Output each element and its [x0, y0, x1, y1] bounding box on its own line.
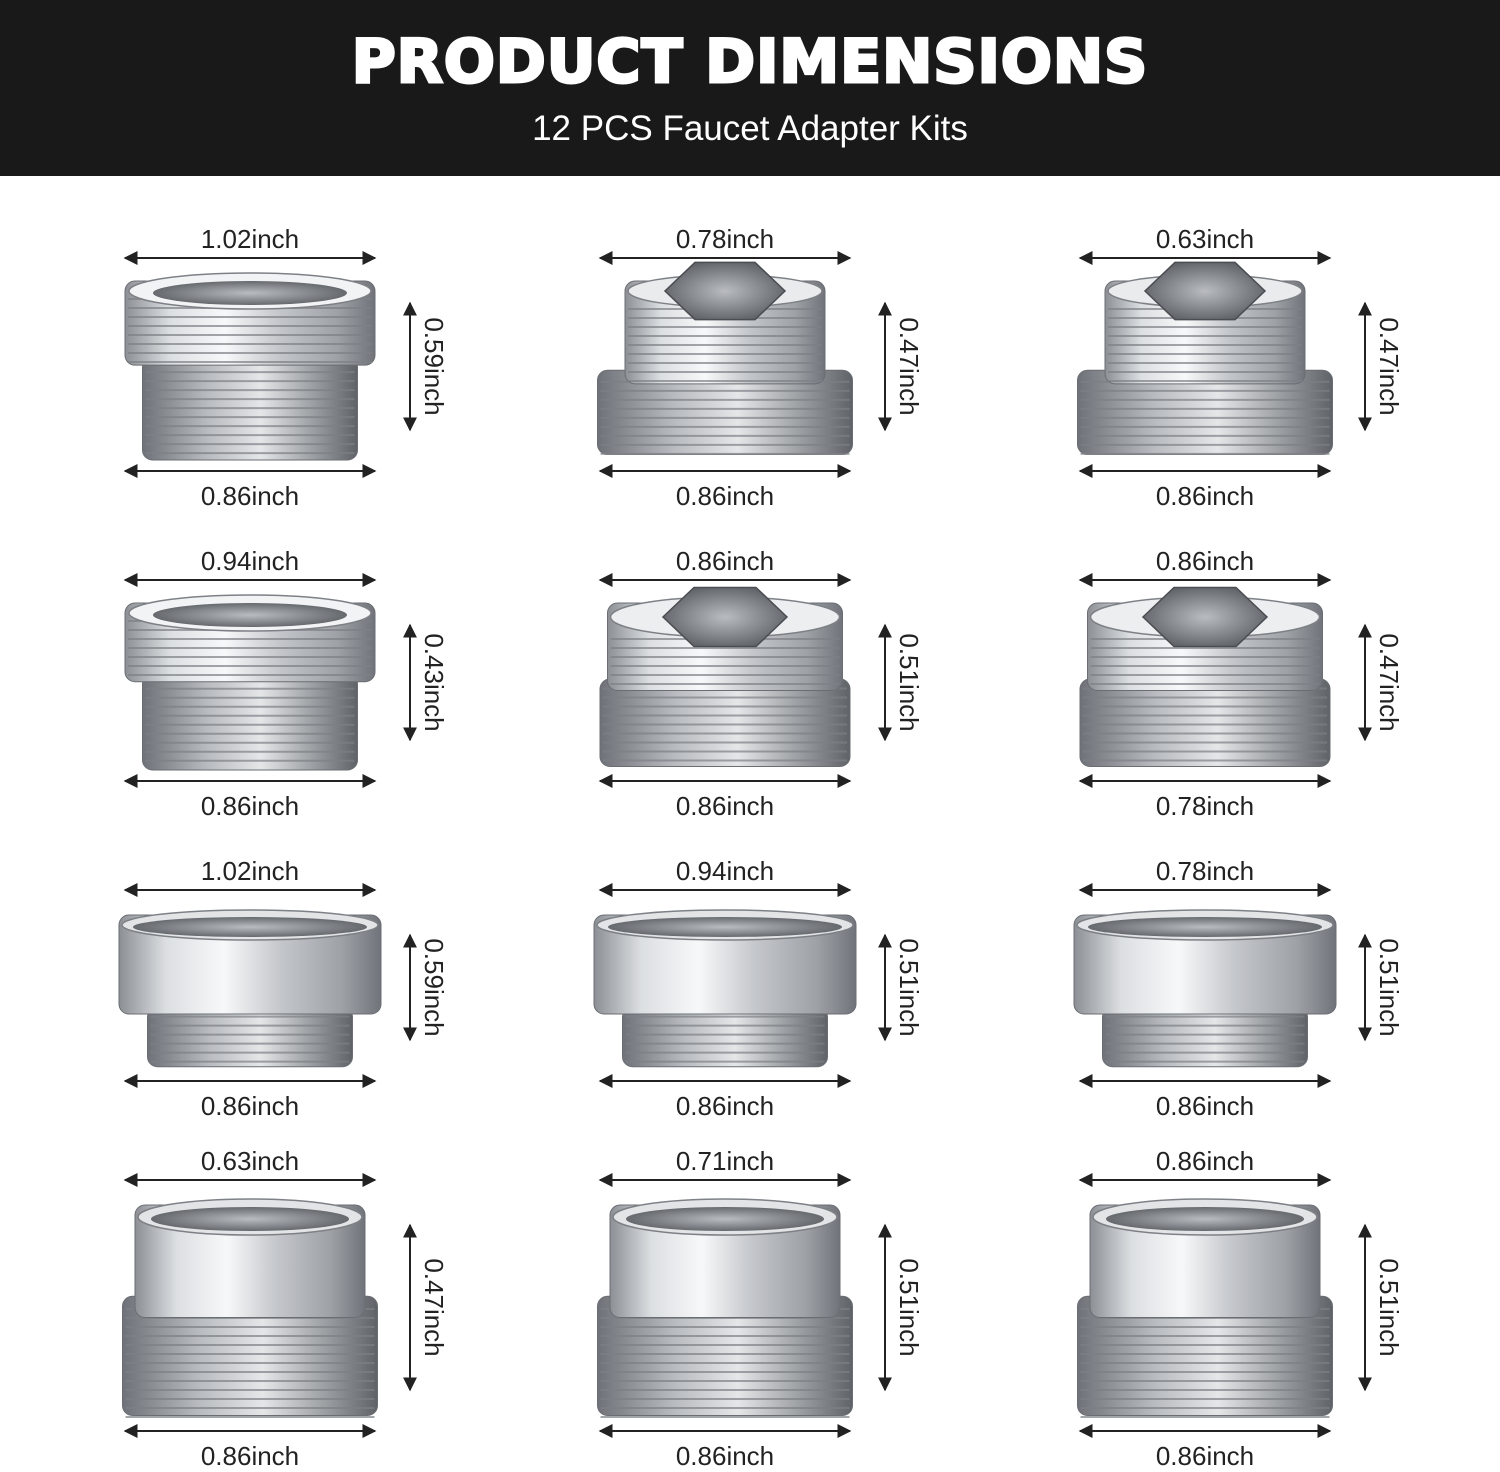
adapter-6 — [1080, 546, 1404, 821]
height-label: 0.51inch — [894, 1258, 925, 1357]
adapter-10 — [123, 1146, 450, 1471]
height-label: 0.47inch — [1374, 633, 1405, 732]
top-width-label: 0.63inch — [1155, 224, 1255, 254]
bottom-width-label: 0.86inch — [200, 1091, 300, 1121]
bore-opening — [1106, 1207, 1304, 1231]
bottom-width-label: 0.86inch — [1155, 481, 1255, 511]
top-width-label: 1.02inch — [200, 856, 300, 886]
height-label: 0.47inch — [419, 1258, 450, 1357]
bottom-width-label: 0.86inch — [675, 791, 775, 821]
adapter-11 — [598, 1146, 925, 1471]
height-label: 0.47inch — [894, 317, 925, 416]
bottom-width-label: 0.86inch — [200, 1441, 300, 1471]
adapter-1 — [125, 224, 449, 511]
bore-opening — [153, 603, 347, 627]
page-title: PRODUCT DIMENSIONS — [351, 27, 1149, 97]
top-width-label: 1.02inch — [200, 224, 300, 254]
bottom-width-label: 0.86inch — [1155, 1091, 1255, 1121]
adapter-2 — [598, 224, 925, 511]
adapter-8 — [594, 856, 924, 1121]
height-label: 0.51inch — [1374, 1258, 1405, 1357]
adapter-4 — [125, 546, 449, 821]
bore-opening — [153, 281, 347, 305]
lower-thread-body — [1080, 679, 1330, 767]
bore-opening — [1088, 917, 1322, 937]
top-width-label: 0.86inch — [1155, 1146, 1255, 1176]
top-width-label: 0.86inch — [675, 546, 775, 576]
bore-opening — [151, 1207, 349, 1231]
top-width-label: 0.78inch — [675, 224, 775, 254]
top-width-label: 0.94inch — [675, 856, 775, 886]
adapter-7 — [119, 856, 449, 1121]
adapter-9 — [1074, 856, 1404, 1121]
top-width-label: 0.63inch — [200, 1146, 300, 1176]
top-width-label: 0.94inch — [200, 546, 300, 576]
bore-opening — [608, 917, 842, 937]
top-width-label: 0.71inch — [675, 1146, 775, 1176]
height-label: 0.59inch — [419, 317, 450, 416]
adapter-3 — [1078, 224, 1405, 511]
top-width-label: 0.86inch — [1155, 546, 1255, 576]
lower-thread-body — [600, 679, 850, 767]
height-label: 0.59inch — [419, 938, 450, 1037]
bottom-width-label: 0.86inch — [675, 481, 775, 511]
bottom-width-label: 0.86inch — [675, 1441, 775, 1471]
height-label: 0.51inch — [894, 938, 925, 1037]
bottom-width-label: 0.86inch — [200, 481, 300, 511]
adapter-5 — [600, 546, 924, 821]
adapter-12 — [1078, 1146, 1405, 1471]
bottom-width-label: 0.78inch — [1155, 791, 1255, 821]
page-subtitle: 12 PCS Faucet Adapter Kits — [532, 109, 968, 148]
height-label: 0.47inch — [1374, 317, 1405, 416]
bottom-width-label: 0.86inch — [200, 791, 300, 821]
bottom-width-label: 0.86inch — [675, 1091, 775, 1121]
bottom-width-label: 0.86inch — [1155, 1441, 1255, 1471]
bore-opening — [133, 917, 367, 937]
height-label: 0.51inch — [894, 633, 925, 732]
height-label: 0.51inch — [1374, 938, 1405, 1037]
height-label: 0.43inch — [419, 633, 450, 732]
bore-opening — [626, 1207, 824, 1231]
top-width-label: 0.78inch — [1155, 856, 1255, 886]
